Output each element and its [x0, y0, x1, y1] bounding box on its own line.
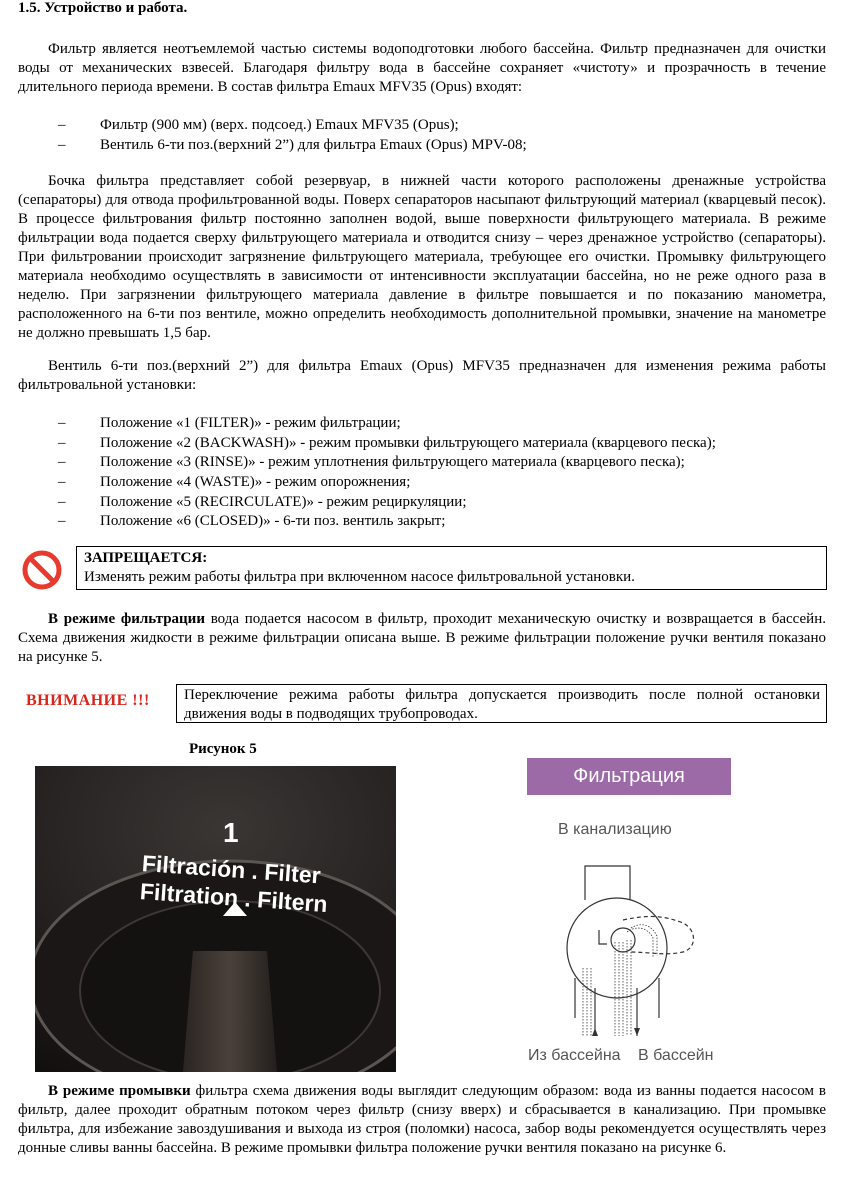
diagram-title: Фильтрация	[527, 758, 731, 795]
photo-label-line-1: Filtración . Filter	[141, 850, 322, 889]
list-dash: –	[58, 415, 66, 431]
photo-label-line-2: Filtration . Filtern	[139, 878, 329, 918]
section-heading: 1.5. Устройство и работа.	[18, 0, 188, 16]
list-dash: –	[58, 454, 66, 471]
valve-paragraph: Вентиль 6-ти поз.(верхний 2”) для фильтра Emaux (Opus) MFV35 предназначен для изменения режима работы фильтровальной установки:	[18, 358, 826, 393]
list-dash: –	[58, 434, 66, 451]
list-item: – Фильтр (900 мм) (верх. подсоед.) Emaux MFV35 (Opus);	[58, 117, 459, 133]
prohibited-icon	[21, 549, 63, 591]
diagram-to-pool-label: В бассейн	[638, 1047, 714, 1064]
filter-barrel-paragraph: Бочка фильтра представляет собой резервуар, в нижней части которого расположены дренажные устройства (сепараторы) для отвода профильтрованной воды. Поверх сепараторов насыпают фильтрующий материал (кварцевый песок). В процессе фильтрования фильтр постоянно заполнен водой, выше поверхности фильтрующего материала. В режиме фильтрации вода подается сверху фильтрующего материала и отводится снизу – через дренажное устройство (сепараторы). При фильтровании происходит загрязнение фильтрующего материала, требующее его очистки. Промывку фильтрующего материала необходимо осуществлять в зависимости от интенсивности эксплуатации бассейна, но не реже одного раза в неделю. При загрязнении фильтрующего материала давление в фильтре повышается и по показанию манометра, расположенного на 6-ти поз вентиле, можно определить необходимость дополнительной промывки, значение на манометре не должно превышать 1,5 бар.	[18, 173, 826, 341]
list-item: – Положение «1 (FILTER)» - режим фильтрации;	[58, 415, 401, 431]
list-dash: –	[58, 513, 66, 530]
list-item: – Положение «2 (BACKWASH)» - режим промывки фильтрующего материала (кварцевого песка);	[58, 434, 716, 451]
list-item: – Положение «6 (CLOSED)» - 6-ти поз. вентиль закрыт;	[58, 513, 446, 530]
backwash-lead: В режиме промывки	[48, 1083, 191, 1099]
attention-text: Переключение режима работы фильтра допускается производить после полной остановки движения воды в подводящих трубопроводах.	[184, 687, 820, 722]
list-dash: –	[58, 493, 66, 510]
backwash-paragraph: В режиме промывки фильтра схема движения воды выглядит следующим образом: вода из ванны подается насосом в фильтр, далее проходит обратным потоком через фильтр (снизу вверх) и сбрасывается в канализацию. При промывке фильтра, для избежание завоздушивания и выхода из строя (поломки) насоса, забор воды рекомендуется осуществлять через донные сливы ванны бассейна. В режиме промывки фильтра положение ручки вентиля показано на рисунке 6.	[18, 1083, 826, 1156]
list-item: – Положение «4 (WASTE)» - режим опорожнения;	[58, 474, 411, 491]
list-item: – Положение «5 (RECIRCULATE)» - режим рециркуляции;	[58, 493, 467, 510]
valve-handle-photo	[35, 766, 396, 1072]
filtration-paragraph: В режиме фильтрации вода подается насосом в фильтр, проходит механическую очистку и возвращается в бассейн. Схема движения жидкости в режиме фильтрации описана выше. В режиме фильтрации положение ручки вентиля показано на рисунке 5.	[18, 611, 826, 665]
list-dash: –	[58, 474, 66, 491]
list-item: – Вентиль 6-ти поз.(верхний 2”) для фильтра Emaux (Opus) MPV-08;	[58, 136, 527, 153]
components-list	[58, 116, 527, 155]
filtration-flow-diagram	[555, 848, 705, 1040]
list-item: – Положение «3 (RINSE)» - режим уплотнения фильтрующего материала (кварцевого песка);	[58, 454, 685, 471]
attention-notice	[176, 684, 827, 723]
photo-position-number: 1	[223, 817, 239, 848]
prohibition-notice	[76, 546, 827, 590]
diagram-from-pool-label: Из бассейна	[528, 1047, 621, 1064]
figure-caption: Рисунок 5	[189, 741, 257, 757]
prohibition-title: ЗАПРЕЩАЕТСЯ:	[84, 550, 208, 566]
list-dash: –	[58, 136, 66, 153]
prohibition-text: Изменять режим работы фильтра при включенном насосе фильтровальной установки.	[84, 569, 635, 585]
filtration-lead: В режиме фильтрации	[48, 611, 205, 627]
attention-label: ВНИМАНИЕ !!!	[26, 692, 150, 709]
diagram-drain-label: В канализацию	[558, 821, 672, 838]
intro-paragraph: Фильтр является неотъемлемой частью системы водоподготовки любого бассейна. Фильтр предназначен для очистки воды от механических взвесей. Благодаря фильтру вода в бассейне сохраняет «чистоту» и прозрачность в течение длительного периода времени. В состав фильтра Emaux MFV35 (Opus) входят:	[18, 41, 826, 95]
list-dash: –	[58, 117, 66, 133]
valve-positions-list	[58, 414, 716, 532]
